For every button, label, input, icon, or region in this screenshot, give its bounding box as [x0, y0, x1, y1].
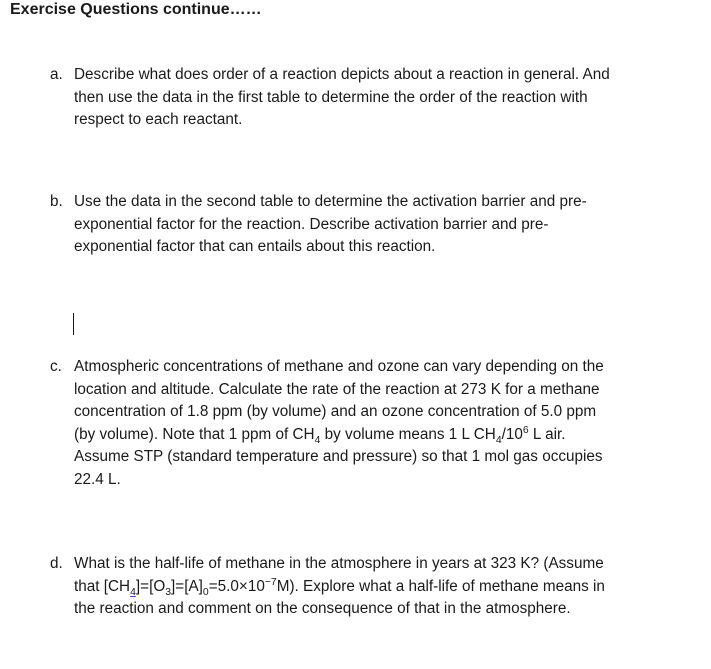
question-c-line: concentration of 1.8 ppm (by volume) and an ozone concentration of 5.0 ppm: [74, 403, 597, 420]
question-d-line: What is the half-life of methane in the atmosphere in years at 323 K? (Assume: [74, 555, 604, 572]
text-run: =5.0×10: [208, 577, 265, 595]
question-b-letter: b.: [50, 193, 63, 210]
subscript: 4: [314, 434, 321, 446]
question-b-line: exponential factor for the reaction. Describe activation barrier and pre-: [74, 215, 549, 233]
subscript: 4: [130, 586, 136, 598]
superscript: −7: [264, 576, 277, 588]
text-run: M). Explore what a half-life of methane means in: [276, 577, 605, 595]
text-run: (by volume). Note that 1 ppm of CH: [74, 425, 315, 443]
question-b-line: exponential factor that can entails about this reaction.: [74, 238, 436, 255]
text-run: ]=[A]: [171, 577, 203, 595]
question-a-text: [74, 64, 690, 132]
question-d: [50, 553, 690, 621]
question-c-text: [74, 356, 690, 491]
question-d-text: [74, 553, 690, 621]
text-run: by volume means 1 L CH: [320, 425, 496, 443]
text-cursor: [73, 313, 74, 335]
question-a-line: Describe what does order of a reaction depicts about a reaction in general. And: [74, 66, 610, 83]
subscript: 0: [202, 586, 209, 598]
text-run: =[O: [140, 577, 166, 595]
subscript: 3: [165, 586, 172, 598]
question-a: [50, 64, 690, 132]
text-run: that [CH: [74, 577, 131, 595]
text-run: ]: [135, 577, 141, 595]
question-d-line: the reaction and comment on the consequence of that in the atmosphere.: [74, 600, 571, 617]
superscript: 6: [522, 424, 529, 436]
question-d-line: [74, 576, 690, 599]
question-a-line: then use the data in the first table to determine the order of the reaction with: [74, 88, 588, 106]
question-d-letter: d.: [50, 555, 63, 572]
question-c: [50, 356, 690, 491]
subscript: 4: [495, 434, 502, 446]
question-b-line: Use the data in the second table to determine the activation barrier and pre-: [74, 193, 587, 210]
question-c-line: [74, 424, 690, 447]
question-a-letter: a.: [50, 66, 63, 83]
question-c-line: Assume STP (standard temperature and pressure) so that 1 mol gas occupies: [74, 448, 603, 465]
question-a-line: respect to each reactant.: [74, 111, 243, 128]
page-heading: Exercise Questions continue……: [10, 1, 262, 18]
question-c-line: 22.4 L.: [74, 470, 121, 488]
question-b-text: [74, 191, 690, 259]
question-c-line: location and altitude. Calculate the rate of the reaction at 273 K for a methane: [74, 380, 600, 398]
question-b: [50, 191, 690, 259]
text-run: L air.: [528, 425, 566, 443]
question-c-letter: c.: [50, 358, 62, 375]
text-run: /10: [501, 425, 523, 443]
question-c-line: Atmospheric concentrations of methane and ozone can vary depending on the: [74, 358, 604, 375]
